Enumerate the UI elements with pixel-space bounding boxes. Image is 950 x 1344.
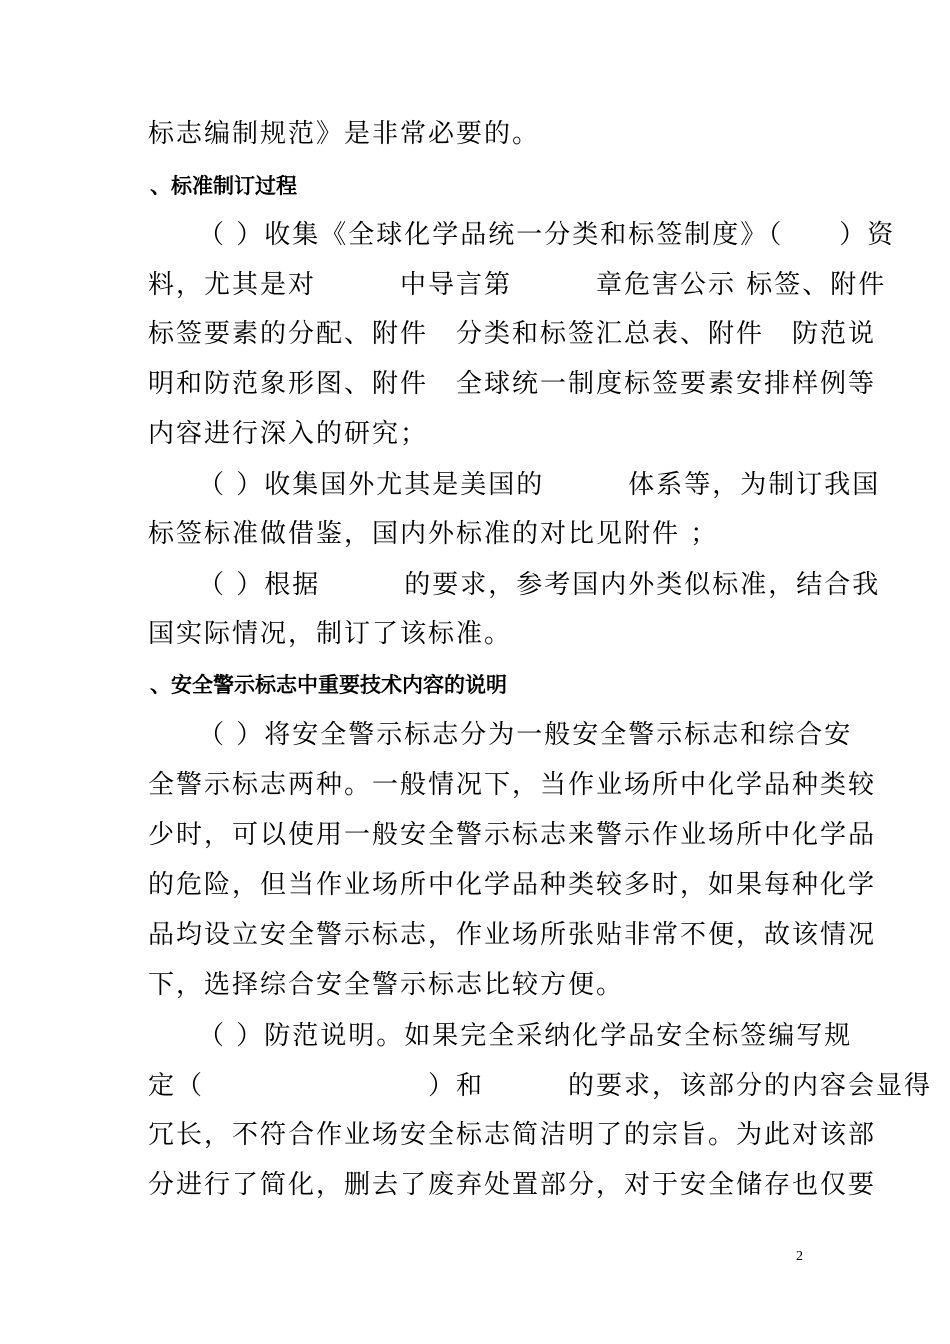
text-line: 国实际情况，制订了该标准。 bbox=[148, 619, 513, 649]
text-line: 标签要素的分配、附件 分类和标签汇总表、附件 防范说 bbox=[148, 319, 877, 349]
text-line: 下，选择综合安全警示标志比较方便。 bbox=[148, 970, 625, 1000]
page-number: 2 bbox=[796, 1249, 803, 1264]
text-line: 冗长，不符合作业场安全标志简洁明了的宗旨。为此对该部 bbox=[148, 1120, 877, 1150]
text-line: 标签标准做借鉴，国内外标准的对比见附件 ； bbox=[148, 519, 719, 549]
text-line: （ ）根据 的要求，参考国内外类似标准，结合我 bbox=[198, 570, 881, 600]
text-line: 分进行了简化，删去了废弃处置部分，对于安全储存也仅要 bbox=[148, 1170, 877, 1200]
text-line: 定（ ）和 的要求，该部分的内容会显得 bbox=[148, 1071, 933, 1101]
text-line: 料，尤其是对 中导言第 章危害公示 标签、附件 bbox=[148, 270, 887, 300]
text-line: 内容进行深入的研究； bbox=[148, 419, 429, 449]
section-heading: 、标准制订过程 bbox=[150, 174, 297, 198]
text-line: 品均设立安全警示标志，作业场所张贴非常不便，故该情况 bbox=[148, 920, 877, 950]
text-line: 全警示标志两种。一般情况下，当作业场所中化学品种类较 bbox=[148, 770, 877, 800]
text-line: （ ）收集国外尤其是美国的 体系等，为制订我国 bbox=[198, 470, 881, 500]
text-line: 明和防范象形图、附件 全球统一制度标签要素安排样例等 bbox=[148, 369, 877, 399]
text-line: 少时，可以使用一般安全警示标志来警示作业场所中化学品 bbox=[148, 820, 877, 850]
text-line: （ ）将安全警示标志分为一般安全警示标志和综合安 bbox=[198, 720, 853, 750]
text-line: （ ）防范说明。如果完全采纳化学品安全标签编写规 bbox=[198, 1021, 853, 1051]
text-line: 的危险，但当作业场所中化学品种类较多时，如果每种化学 bbox=[148, 870, 877, 900]
section-heading: 、安全警示标志中重要技术内容的说明 bbox=[150, 673, 507, 697]
text-line: （ ）收集《全球化学品统一分类和标签制度》（ ）资 bbox=[198, 220, 896, 250]
text-line: 标志编制规范》是非常必要的。 bbox=[148, 119, 541, 149]
